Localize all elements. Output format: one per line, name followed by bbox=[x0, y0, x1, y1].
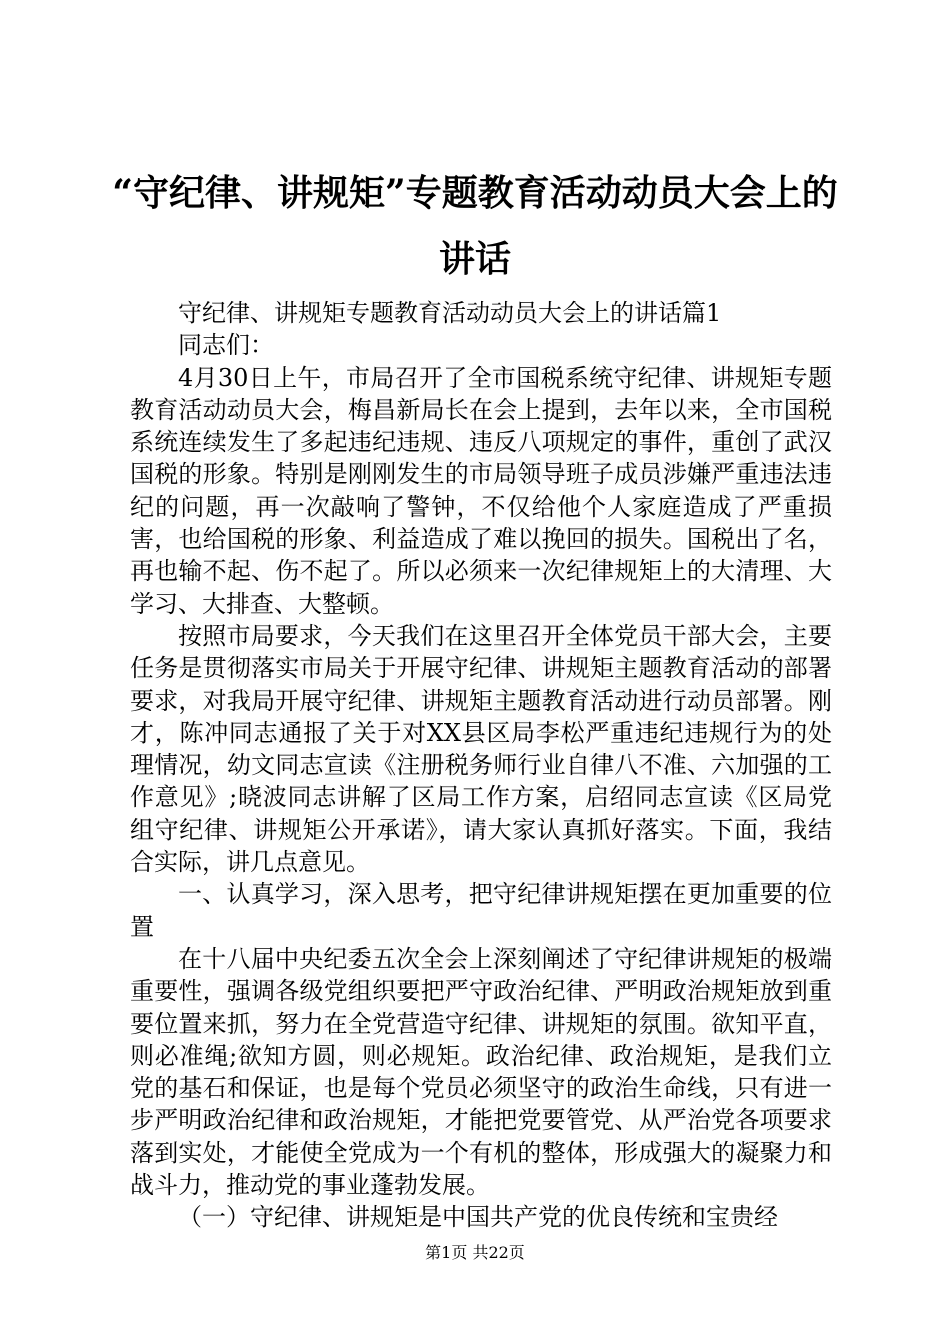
page-footer: 第1页 共22页 bbox=[425, 1243, 525, 1262]
section-heading: 一、认真学习，深入思考，把守纪律讲规矩摆在更加重要的位置 bbox=[130, 880, 832, 941]
document-title: “守纪律、讲规矩”专题教育活动动员大会上的讲话 bbox=[112, 172, 838, 280]
paragraph: 4月30日上午，市局召开了全市国税系统守纪律、讲规矩专题教育活动动员大会，梅昌新局长在会上提到，去年以来，全市国税系统连续发生了多起违纪违规、违反八项规定的事件，重创了武汉国税的形象。特别是刚刚发生的市局领导班子成员涉嫌严重违法违纪的问题，再一次敲响了警钟，不仅给他个人家庭造成了严重损害，也给国税的形象、利益造成了难以挽回的损失。国税出了名，再也输不起、伤不起了。所以必须来一次纪律规矩上的大清理、大学习、大排查、大整顿。 bbox=[130, 363, 832, 618]
document-body bbox=[130, 297, 832, 1234]
subsection-heading: （一）守纪律、讲规矩是中国共产党的优良传统和宝贵经 bbox=[178, 1203, 778, 1232]
paragraph: 按照市局要求，今天我们在这里召开全体党员干部大会，主要任务是贯彻落实市局关于开展守纪律、讲规矩主题教育活动的部署要求，对我局开展守纪律、讲规矩主题教育活动进行动员部署。刚才，陈冲同志通报了关于对XX县区局李松严重违纪违规行为的处理情况，幼文同志宣读《注册税务师行业自律八不准、六加强的工作意见》;晓波同志讲解了区局工作方案，启绍同志宣读《区局党组守纪律、讲规矩公开承诺》，请大家认真抓好落实。下面，我结合实际，讲几点意见。 bbox=[130, 621, 832, 877]
paragraph-subtitle: 守纪律、讲规矩专题教育活动动员大会上的讲话篇1 bbox=[178, 299, 722, 327]
paragraph: 在十八届中央纪委五次全会上深刻阐述了守纪律讲规矩的极端重要性，强调各级党组织要把严守政治纪律、严明政治规矩放到重要位置来抓，努力在全党营造守纪律、讲规矩的氛围。欲知平直，则必准绳;欲知方圆，则必规矩。政治纪律、政治规矩，是我们立党的基石和保证，也是每个党员必须坚守的政治生命线，只有进一步严明政治纪律和政治规矩，才能把党要管党、从严治党各项要求落到实处，才能使全党成为一个有机的整体，形成强大的凝聚力和战斗力，推动党的事业蓬勃发展。 bbox=[130, 944, 832, 1200]
paragraph-salutation: 同志们： bbox=[178, 331, 274, 360]
